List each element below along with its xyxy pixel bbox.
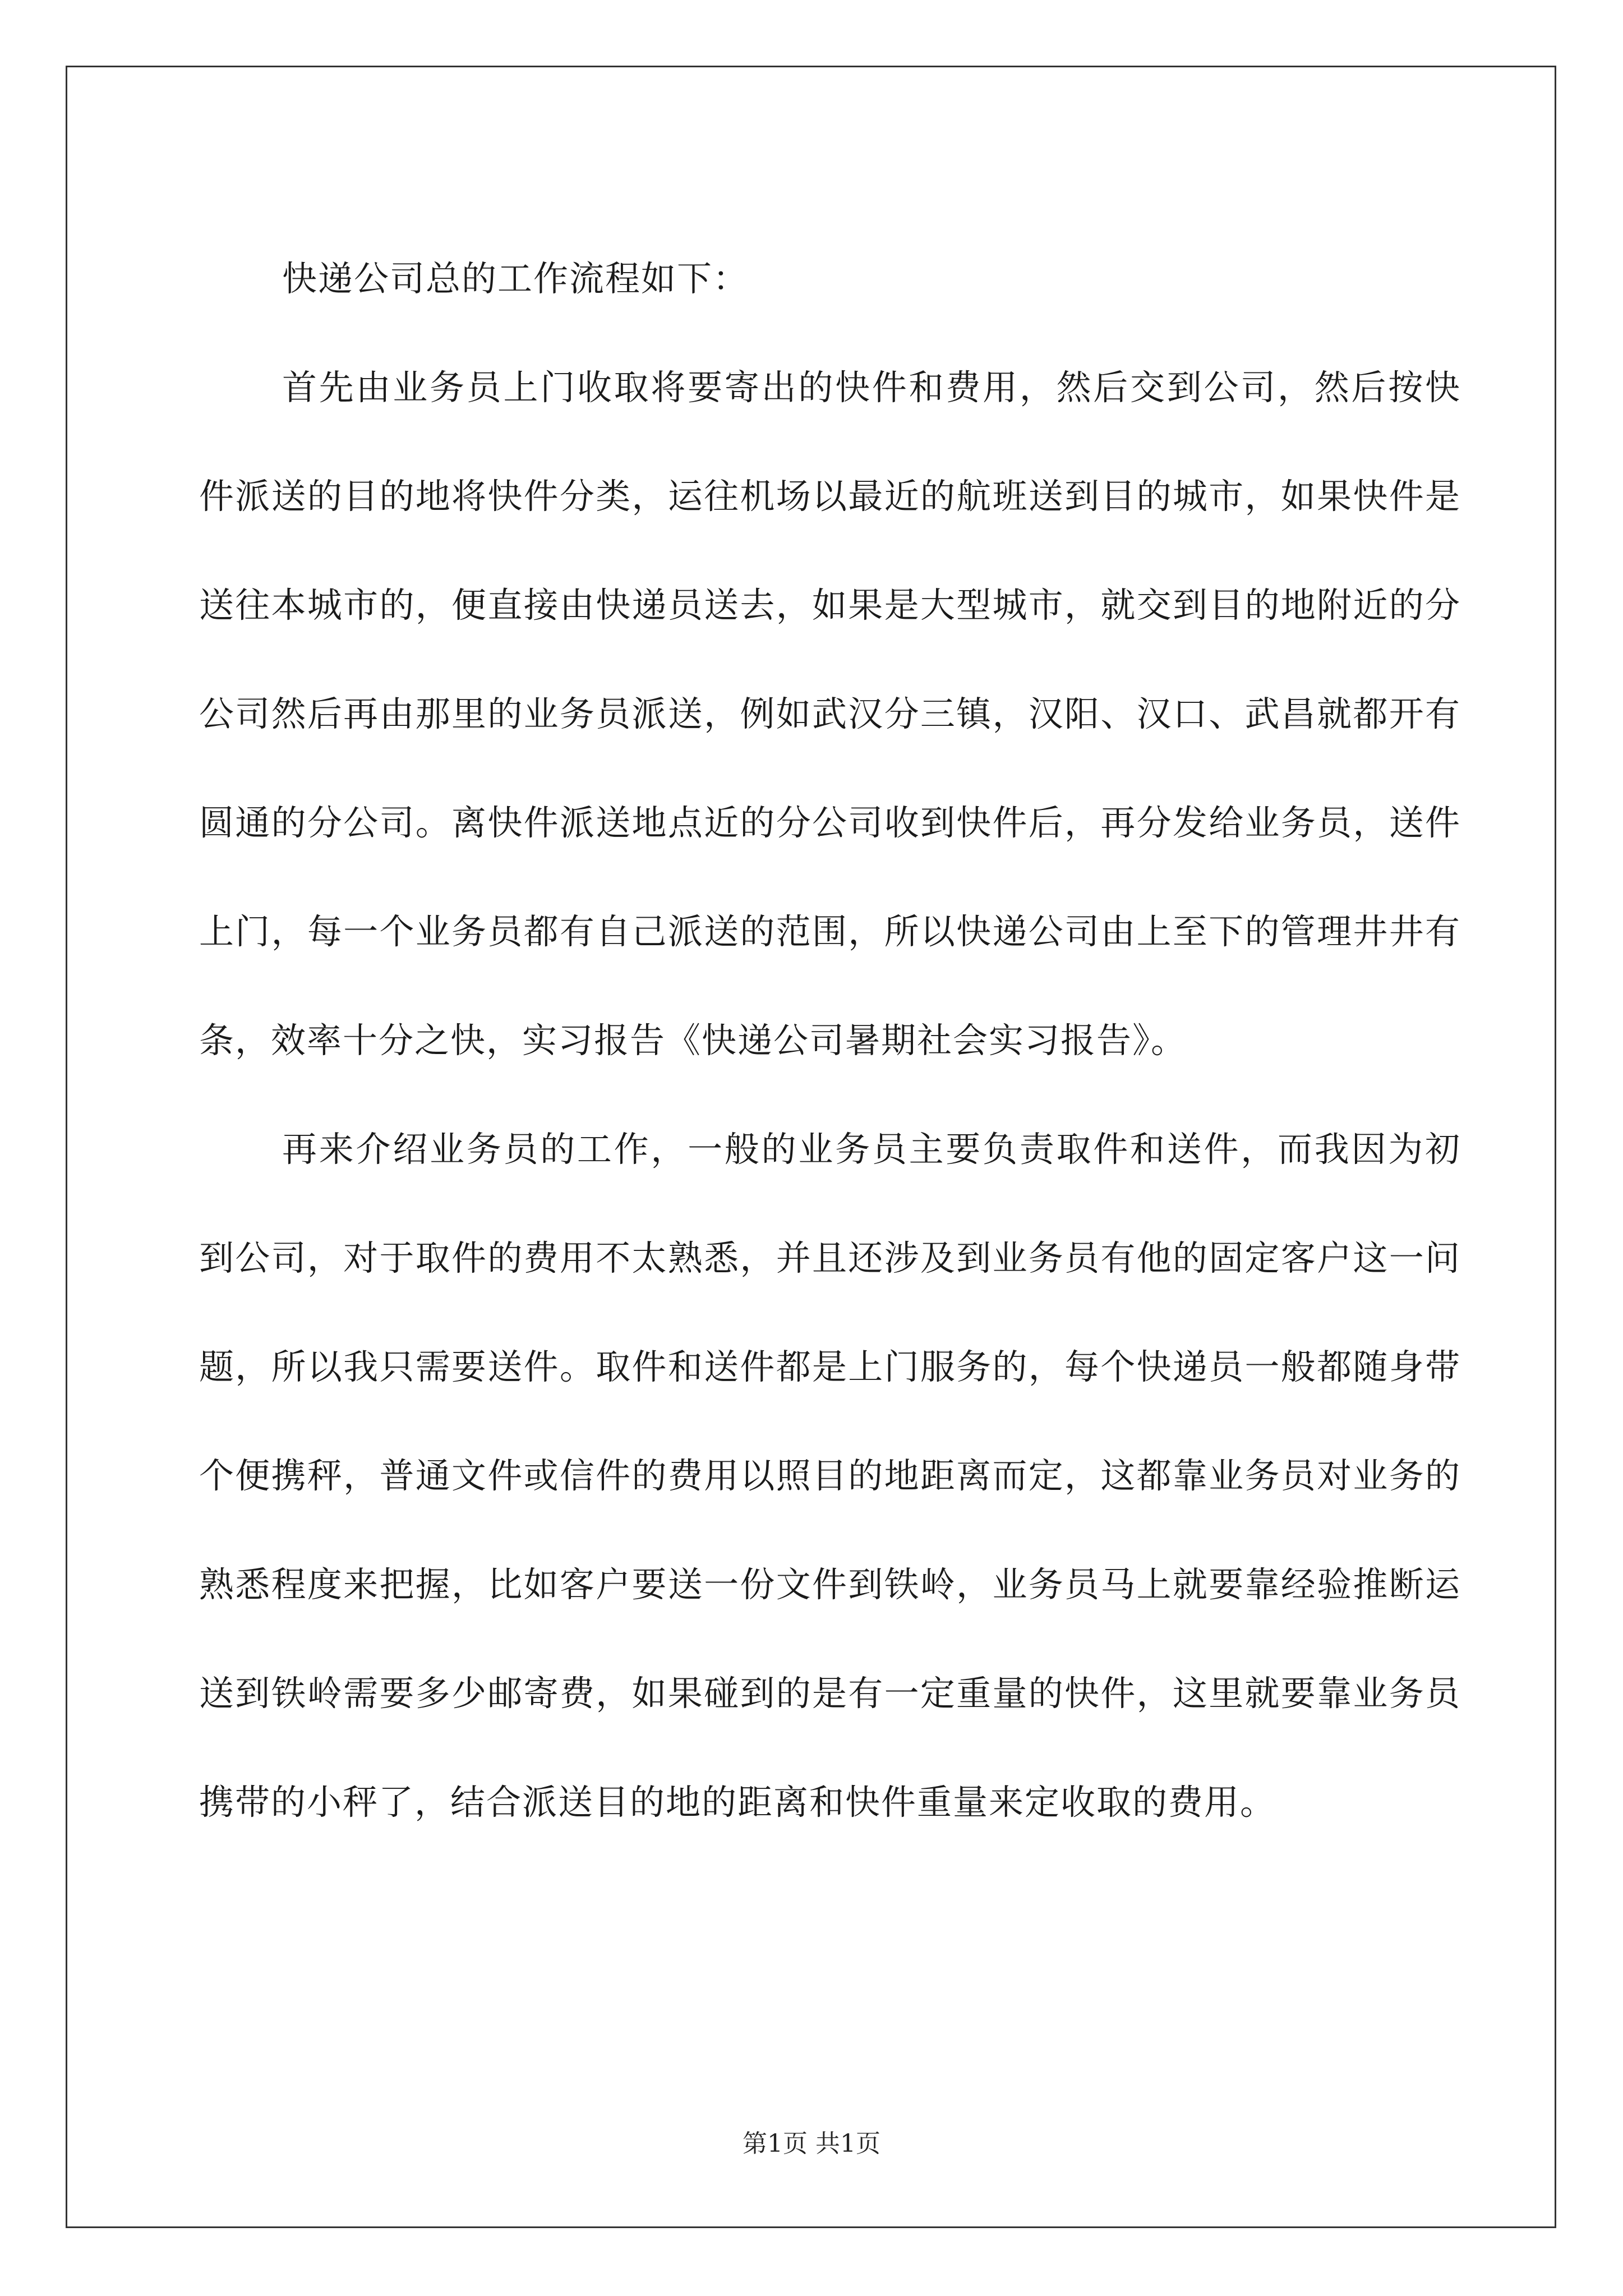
paragraph-workflow: 首先由业务员上门收取将要寄出的快件和费用，然后交到公司，然后按快件派送的目的地将快件分类，运往机场以最近的航班送到目的城市，如果快件是送往本城市的，便直接由快递员送去，如果是大型城市，就交到目的地附近的分公司然后再由那里的业务员派送，例如武汉分三镇，汉阳、汉口、武昌就都开有圆通的分公司。离快件派送地点近的分公司收到快件后，再分发给业务员，送件上门，每一个业务员都有自己派送的范围，所以快递公司由上至下的管理井井有条，效率十分之快，实习报告《快递公司暑期社会实习报告》。 [199, 367, 1461, 1061]
page-number: 第1页 共1页 [743, 2129, 880, 2158]
paragraph-courier-work: 再来介绍业务员的工作，一般的业务员主要负责取件和送件，而我因为初到公司，对于取件的费用不太熟悉，并且还涉及到业务员有他的固定客户这一问题，所以我只需要送件。取件和送件都是上门服务的，每个快递员一般都随身带个便携秤，普通文件或信件的费用以照目的地距离而定，这都靠业务员对业务的熟悉程度来把握，比如客户要送一份文件到铁岭，业务员马上就要靠经验推断运送到铁岭需要多少邮寄费，如果碰到的是有一定重量的快件，这里就要靠业务员携带的小秤了，结合派送目的地的距离和快件重量来定收取的费用。 [199, 1129, 1461, 1823]
paragraph-intro: 快递公司总的工作流程如下： [282, 258, 749, 299]
document-body [199, 224, 1461, 1857]
